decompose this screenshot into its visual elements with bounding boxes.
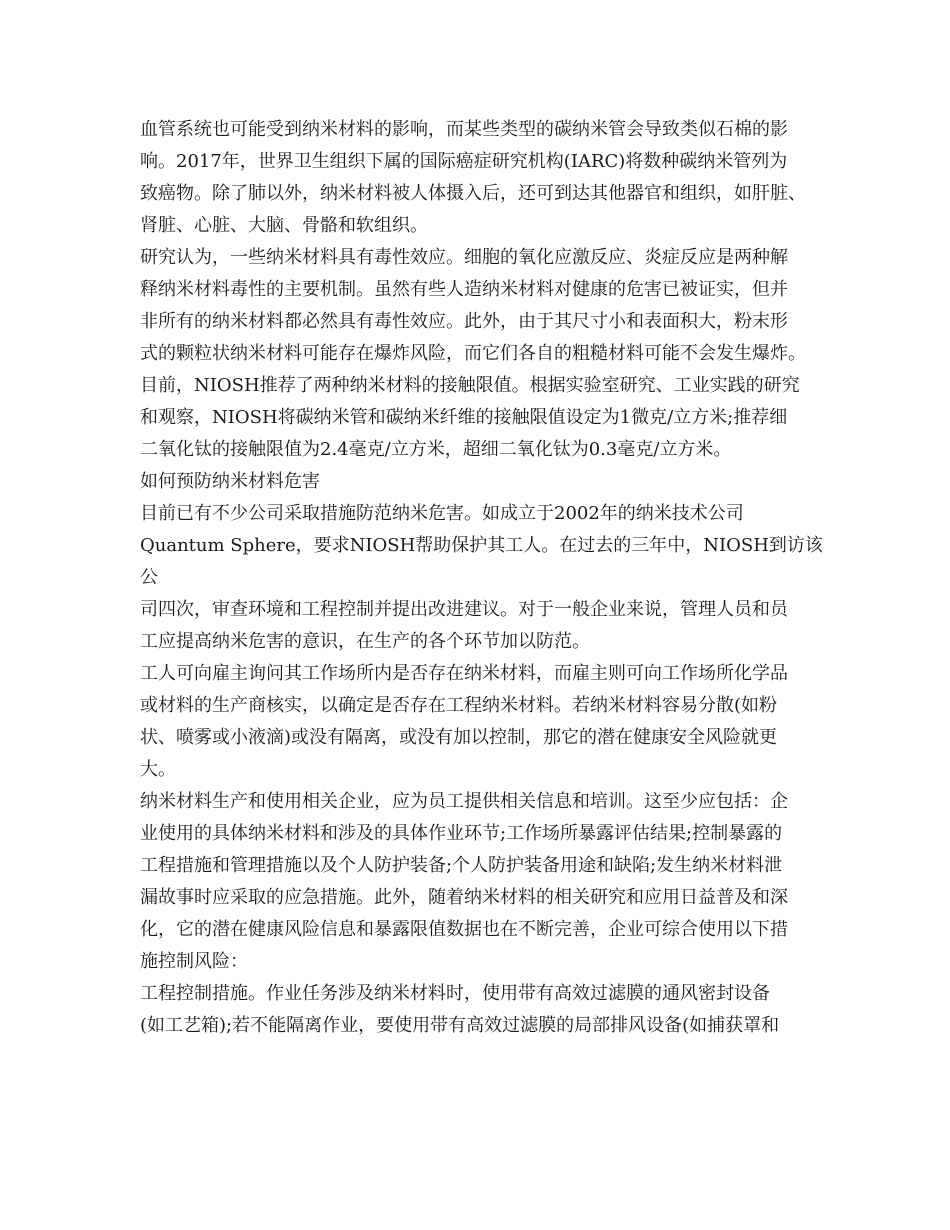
paragraph-carbon-nanotube-effects: 血管系统也可能受到纳米材料的影响，而某些类型的碳纳米管会导致类似石棉的影 响。2017年，世界卫生组织下属的国际癌症研究机构(IARC)将数种碳纳米管列为 致癌物。除了肺以外，纳米材料被人体摄入后，还可到达其他器官和组织，如肝脏、 肾脏、心脏、大脑、骨骼和软组织。	[140, 119, 806, 236]
paragraph-toxicity-mechanisms: 研究认为，一些纳米材料具有毒性效应。细胞的氧化应激反应、炎症反应是两种解 释纳米材料毒性的主要机制。虽然有些人造纳米材料对健康的危害已被证实，但并 非所有的纳米材料都必然具有毒性效应。此外，由于其尺寸小和表面积大，粉末形 式的颗粒状纳米材料可能存在爆炸风险，而它们各自的粗糙材料可能不会发生爆炸。	[140, 247, 806, 364]
document-page	[140, 114, 830, 1042]
paragraph-niosh-exposure-limits: 目前，NIOSH推荐了两种纳米材料的接触限值。根据实验室研究、工业实践的研究 和观察，NIOSH将碳纳米管和碳纳米纤维的接触限值设定为1微克/立方米;推荐细 二氧化钛的接触限值为2.4毫克/立方米，超细二氧化钛为0.3毫克/立方米。	[140, 375, 800, 460]
paragraph-worker-inquiry: 工人可向雇主询问其工作场所内是否存在纳米材料，而雇主则可向工作场所化学品 或材料的生产商核实，以确定是否存在工程纳米材料。若纳米材料容易分散(如粉 状、喷雾或小液滴)或没有隔离，或没有加以控制，那它的潜在健康安全风险就更 大。	[140, 663, 788, 780]
section-heading-prevention: 如何预防纳米材料危害	[140, 471, 320, 492]
paragraph-engineering-controls: 工程控制措施。作业任务涉及纳米材料时，使用带有高效过滤膜的通风密封设备 (如工艺箱);若不能隔离作业，要使用带有高效过滤膜的局部排风设备(如捕获罩和	[140, 983, 780, 1036]
paragraph-training-requirements: 纳米材料生产和使用相关企业，应为员工提供相关信息和培训。这至少应包括：企 业使用的具体纳米材料和涉及的具体作业环节;工作场所暴露评估结果;控制暴露的 工程措施和管理措施以及个人防护装备;个人防护装备用途和缺陷;发生纳米材料泄 漏故事时应采取的应急措施。此外，随着纳米材料的相关研究和应用日益普及和深 化，它的潜在健康风险信息和暴露限值数据也在不断完善，企业可综合使用以下措 施控制风险：	[140, 791, 788, 972]
paragraph-company-measures: 目前已有不少公司采取措施防范纳米危害。如成立于2002年的纳米技术公司 Quantum Sphere，要求NIOSH帮助保护其工人。在过去的三年中，NIOSH到访该公 司四次，审查环境和工程控制并提出改进建议。对于一般企业来说，管理人员和员 工应提高纳米危害的意识，在生产的各个环节加以防范。	[140, 503, 823, 652]
